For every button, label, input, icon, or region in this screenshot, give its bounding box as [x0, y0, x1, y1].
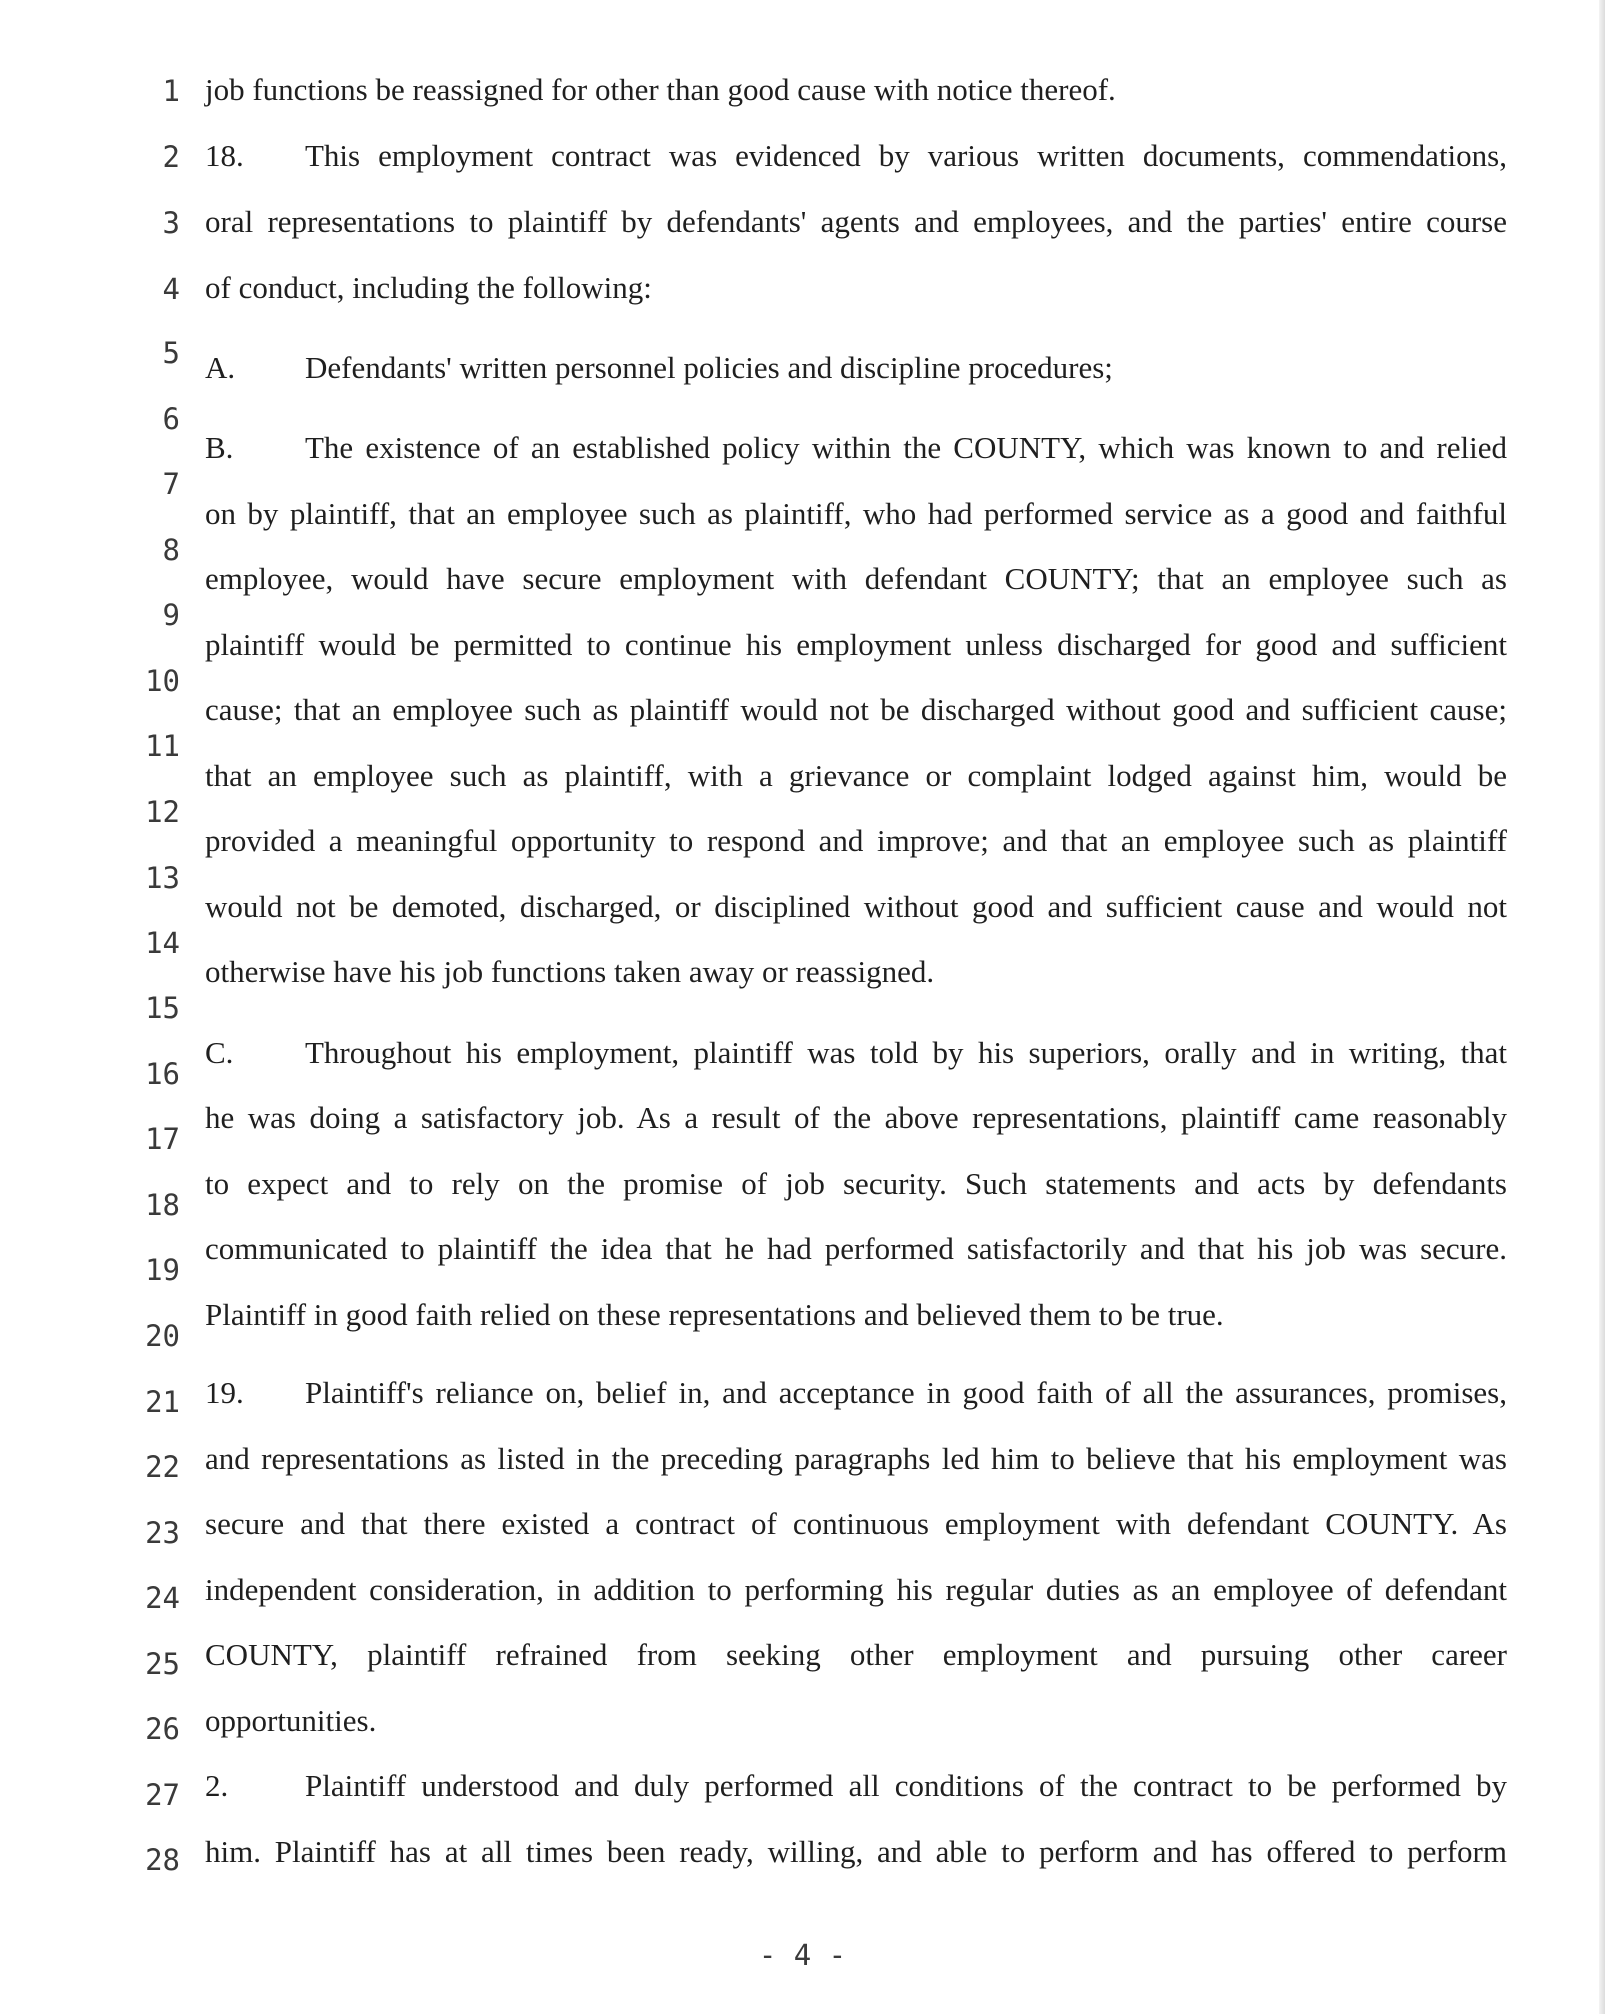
- line-number: 16: [145, 1057, 180, 1091]
- line-number: 26: [145, 1712, 180, 1746]
- text-line: he was doing a satisfactory job. As a result of the above representations, plaintiff came reasonably: [205, 1100, 1507, 1135]
- text-line: job functions be reassigned for other than good cause with notice thereof.: [205, 72, 1116, 107]
- line-number: 2: [162, 140, 180, 174]
- line-number: 23: [145, 1516, 180, 1550]
- text-line: otherwise have his job functions taken away or reassigned.: [205, 954, 935, 989]
- line-number: 5: [162, 336, 180, 370]
- text-line: 2. Plaintiff understood and duly performed all conditions of the contract to be performed by: [205, 1768, 1507, 1803]
- line-number: 25: [145, 1647, 180, 1681]
- text-line: and representations as listed in the preceding paragraphs led him to believe that his employment was: [205, 1441, 1507, 1476]
- line-number: 28: [145, 1843, 180, 1877]
- text-line: A. Defendants' written personnel policies and discipline procedures;: [205, 350, 1113, 385]
- line-number: 10: [145, 664, 180, 698]
- line-number: 7: [162, 467, 180, 501]
- text-line: employee, would have secure employment with defendant COUNTY; that an employee such as: [205, 561, 1507, 596]
- line-number: 11: [145, 729, 180, 763]
- text-line: opportunities.: [205, 1703, 377, 1738]
- text-line: oral representations to plaintiff by defendants' agents and employees, and the parties' entire course: [205, 204, 1507, 239]
- text-line: would not be demoted, discharged, or disciplined without good and sufficient cause and would not: [205, 889, 1507, 924]
- line-number: 20: [145, 1319, 180, 1353]
- text-line: COUNTY, plaintiff refrained from seeking other employment and pursuing other career: [205, 1637, 1507, 1672]
- page-edge-shadow: [1599, 0, 1605, 2014]
- line-number: 21: [145, 1385, 180, 1419]
- paragraph-number: 19.: [205, 1375, 244, 1410]
- text-line: on by plaintiff, that an employee such as plaintiff, who had performed service as a good and faithful: [205, 496, 1507, 531]
- line-number: 9: [162, 598, 180, 632]
- text-line: that an employee such as plaintiff, with a grievance or complaint lodged against him, would be: [205, 758, 1507, 793]
- text-line: B. The existence of an established policy within the COUNTY, which was known to and relied: [205, 430, 1507, 465]
- text-line: of conduct, including the following:: [205, 270, 652, 305]
- line-number: 1: [162, 74, 180, 108]
- line-number: 12: [145, 795, 180, 829]
- line-number: 8: [162, 533, 180, 567]
- text-line: Plaintiff in good faith relied on these representations and believed them to be true.: [205, 1297, 1224, 1332]
- text-line: C. Throughout his employment, plaintiff was told by his superiors, orally and in writing, that: [205, 1035, 1507, 1070]
- line-number: 19: [145, 1253, 180, 1287]
- line-number: 15: [145, 991, 180, 1025]
- line-number: 4: [162, 272, 180, 306]
- line-number: 18: [145, 1188, 180, 1222]
- text-line: him. Plaintiff has at all times been ready, willing, and able to perform and has offered to perform: [205, 1834, 1507, 1869]
- text-line: communicated to plaintiff the idea that he had performed satisfactorily and that his job was secure.: [205, 1231, 1507, 1266]
- text-line: provided a meaningful opportunity to respond and improve; and that an employee such as plaintiff: [205, 823, 1507, 858]
- line-number: 24: [145, 1581, 180, 1615]
- line-number: 6: [162, 402, 180, 436]
- text-line: secure and that there existed a contract of continuous employment with defendant COUNTY. As: [205, 1506, 1507, 1541]
- paragraph-number: 2.: [205, 1768, 229, 1803]
- text-line: to expect and to rely on the promise of job security. Such statements and acts by defendants: [205, 1166, 1507, 1201]
- line-number: 3: [162, 206, 180, 240]
- text-line: 19. Plaintiff's reliance on, belief in, and acceptance in good faith of all the assurances, promises,: [205, 1375, 1507, 1410]
- text-line: independent consideration, in addition to performing his regular duties as an employee of defendant: [205, 1572, 1507, 1607]
- line-number: 13: [145, 861, 180, 895]
- line-number: 14: [145, 926, 180, 960]
- paragraph-17-ending: [205, 72, 1116, 108]
- item-marker: A.: [205, 350, 236, 385]
- line-number: 22: [145, 1450, 180, 1484]
- item-marker: C.: [205, 1035, 234, 1070]
- line-number: 17: [145, 1122, 180, 1156]
- text-line: cause; that an employee such as plaintiff would not be discharged without good and sufficient cause;: [205, 692, 1507, 727]
- item-marker: B.: [205, 430, 234, 465]
- page-number: - 4 -: [758, 1938, 847, 1972]
- text-line: 18. This employment contract was evidenced by various written documents, commendations,: [205, 138, 1507, 173]
- text-line: plaintiff would be permitted to continue his employment unless discharged for good and sufficient: [205, 627, 1507, 662]
- paragraph-number: 18.: [205, 138, 244, 173]
- line-number: 27: [145, 1778, 180, 1812]
